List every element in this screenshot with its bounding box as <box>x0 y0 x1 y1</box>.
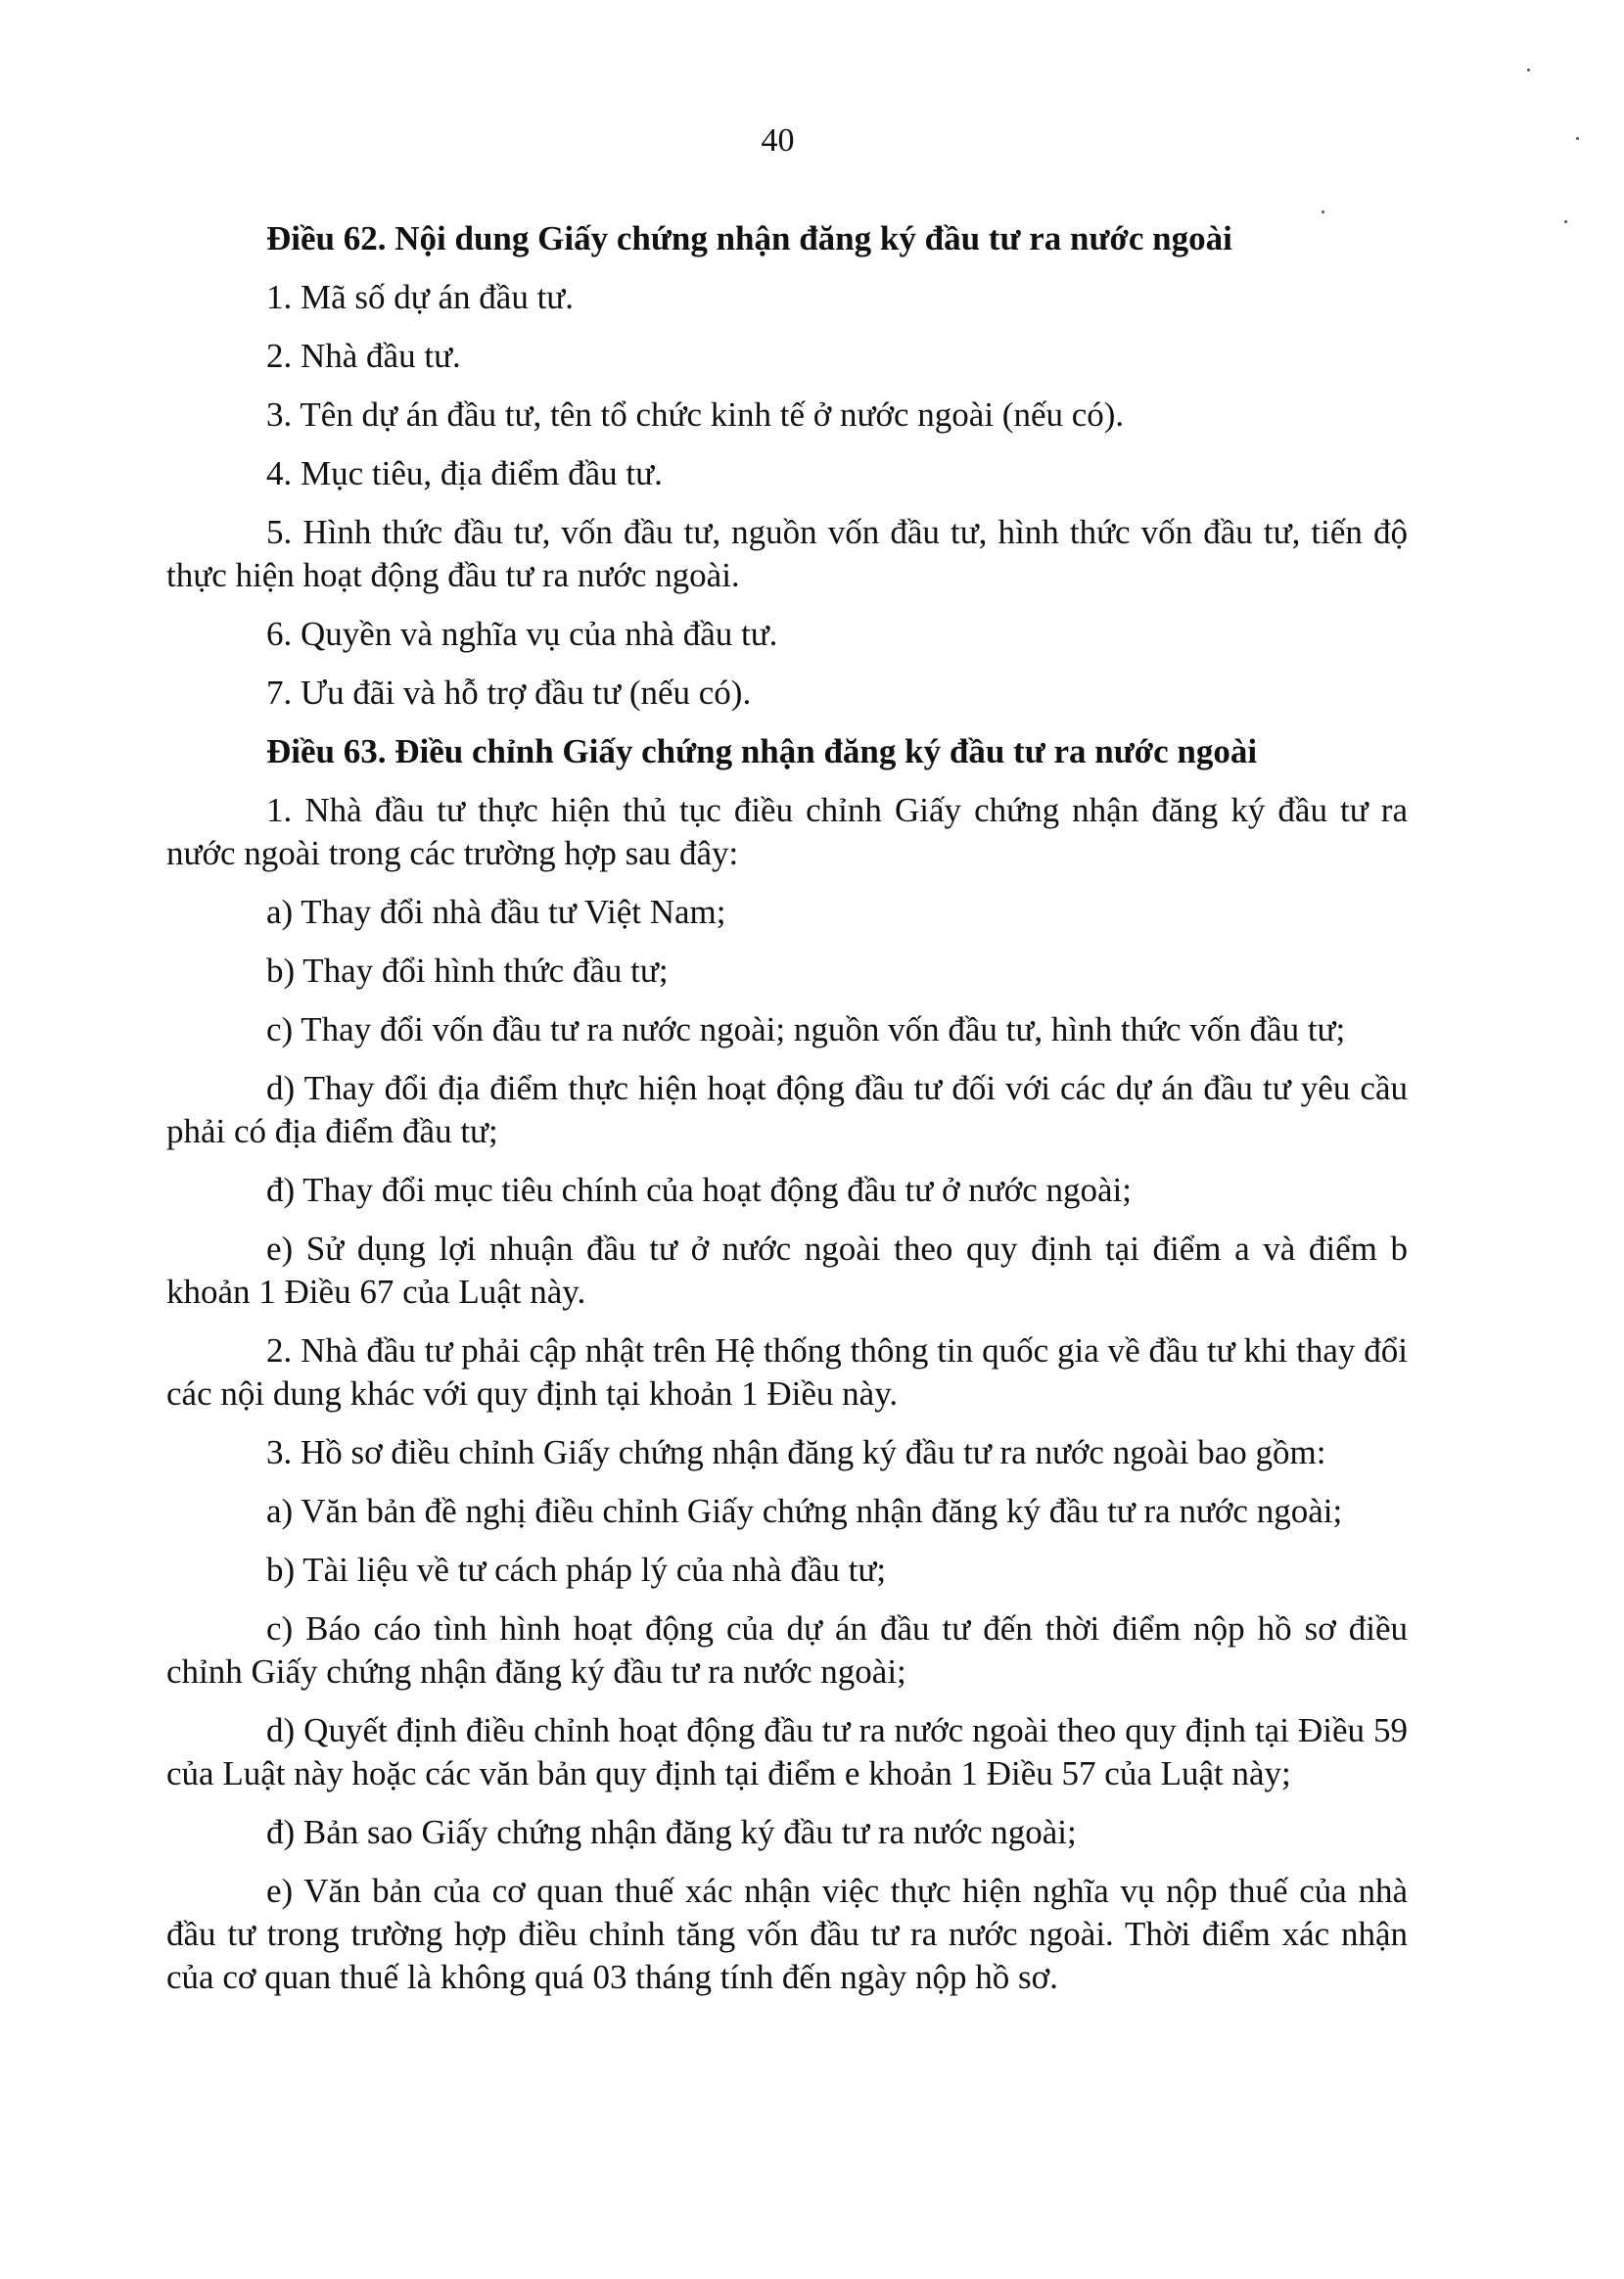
article-62-item: 6. Quyền và nghĩa vụ của nhà đầu tư. <box>266 615 778 653</box>
document-body <box>166 217 1408 2015</box>
article-62-item: 1. Mã số dự án đầu tư. <box>266 278 575 316</box>
article-63-item: b) Tài liệu về tư cách pháp lý của nhà đầu tư; <box>266 1551 887 1589</box>
article-63-item: 2. Nhà đầu tư phải cập nhật trên Hệ thống thông tin quốc gia về đầu tư khi thay đổi các nội dung khác với quy định tại khoản 1 Điều này. <box>166 1331 1408 1413</box>
scan-speck <box>1527 69 1530 71</box>
scan-speck <box>1322 210 1324 213</box>
article-62-item: 7. Ưu đãi và hỗ trợ đầu tư (nếu có). <box>266 674 752 712</box>
article-63-item: a) Thay đổi nhà đầu tư Việt Nam; <box>266 893 726 931</box>
article-62-item: 3. Tên dự án đầu tư, tên tổ chức kinh tế ở nước ngoài (nếu có). <box>266 395 1125 434</box>
article-63-item: đ) Bản sao Giấy chứng nhận đăng ký đầu tư ra nước ngoài; <box>266 1813 1077 1851</box>
article-63-item: c) Thay đổi vốn đầu tư ra nước ngoài; nguồn vốn đầu tư, hình thức vốn đầu tư; <box>266 1010 1346 1048</box>
article-63-item: d) Quyết định điều chỉnh hoạt động đầu tư ra nước ngoài theo quy định tại Điều 59 của Luật này hoặc các văn bản quy định tại điểm e khoản 1 Điều 57 của Luật này; <box>166 1711 1408 1792</box>
article-63-item: đ) Thay đổi mục tiêu chính của hoạt động đầu tư ở nước ngoài; <box>266 1171 1132 1209</box>
article-62-title: Điều 62. Nội dung Giấy chứng nhận đăng ký đầu tư ra nước ngoài <box>266 219 1232 257</box>
article-63-item: c) Báo cáo tình hình hoạt động của dự án đầu tư đến thời điểm nộp hồ sơ điều chỉnh Giấy chứng nhận đăng ký đầu tư ra nước ngoài; <box>166 1609 1408 1691</box>
article-63-item: e) Văn bản của cơ quan thuế xác nhận việc thực hiện nghĩa vụ nộp thuế của nhà đầu tư trong trường hợp điều chỉnh tăng vốn đầu tư ra nước ngoài. Thời điểm xác nhận của cơ quan thuế là không quá 03 tháng tính đến ngày nộp hồ sơ. <box>166 1872 1408 1996</box>
article-62-item: 2. Nhà đầu tư. <box>266 337 461 375</box>
article-63-item: a) Văn bản đề nghị điều chỉnh Giấy chứng nhận đăng ký đầu tư ra nước ngoài; <box>266 1492 1343 1530</box>
article-63-item: 1. Nhà đầu tư thực hiện thủ tục điều chỉnh Giấy chứng nhận đăng ký đầu tư ra nước ngoài trong các trường hợp sau đây: <box>166 791 1408 872</box>
article-63-item: 3. Hồ sơ điều chỉnh Giấy chứng nhận đăng ký đầu tư ra nước ngoài bao gồm: <box>266 1433 1326 1471</box>
article-63-item: d) Thay đổi địa điểm thực hiện hoạt động đầu tư đối với các dự án đầu tư yêu cầu phải có địa điểm đầu tư; <box>166 1069 1408 1150</box>
article-62-item: 5. Hình thức đầu tư, vốn đầu tư, nguồn vốn đầu tư, hình thức vốn đầu tư, tiến độ thực hiện hoạt động đầu tư ra nước ngoài. <box>166 513 1408 594</box>
page-number: 40 <box>761 122 795 159</box>
article-63-item: e) Sử dụng lợi nhuận đầu tư ở nước ngoài theo quy định tại điểm a và điểm b khoản 1 Điều 67 của Luật này. <box>166 1230 1408 1311</box>
article-62-item: 4. Mục tiêu, địa điểm đầu tư. <box>266 454 663 492</box>
article-63-title: Điều 63. Điều chỉnh Giấy chứng nhận đăng ký đầu tư ra nước ngoài <box>266 732 1258 770</box>
scan-speck <box>1564 220 1567 223</box>
scan-speck <box>1576 137 1579 140</box>
article-63-item: b) Thay đổi hình thức đầu tư; <box>266 952 669 990</box>
